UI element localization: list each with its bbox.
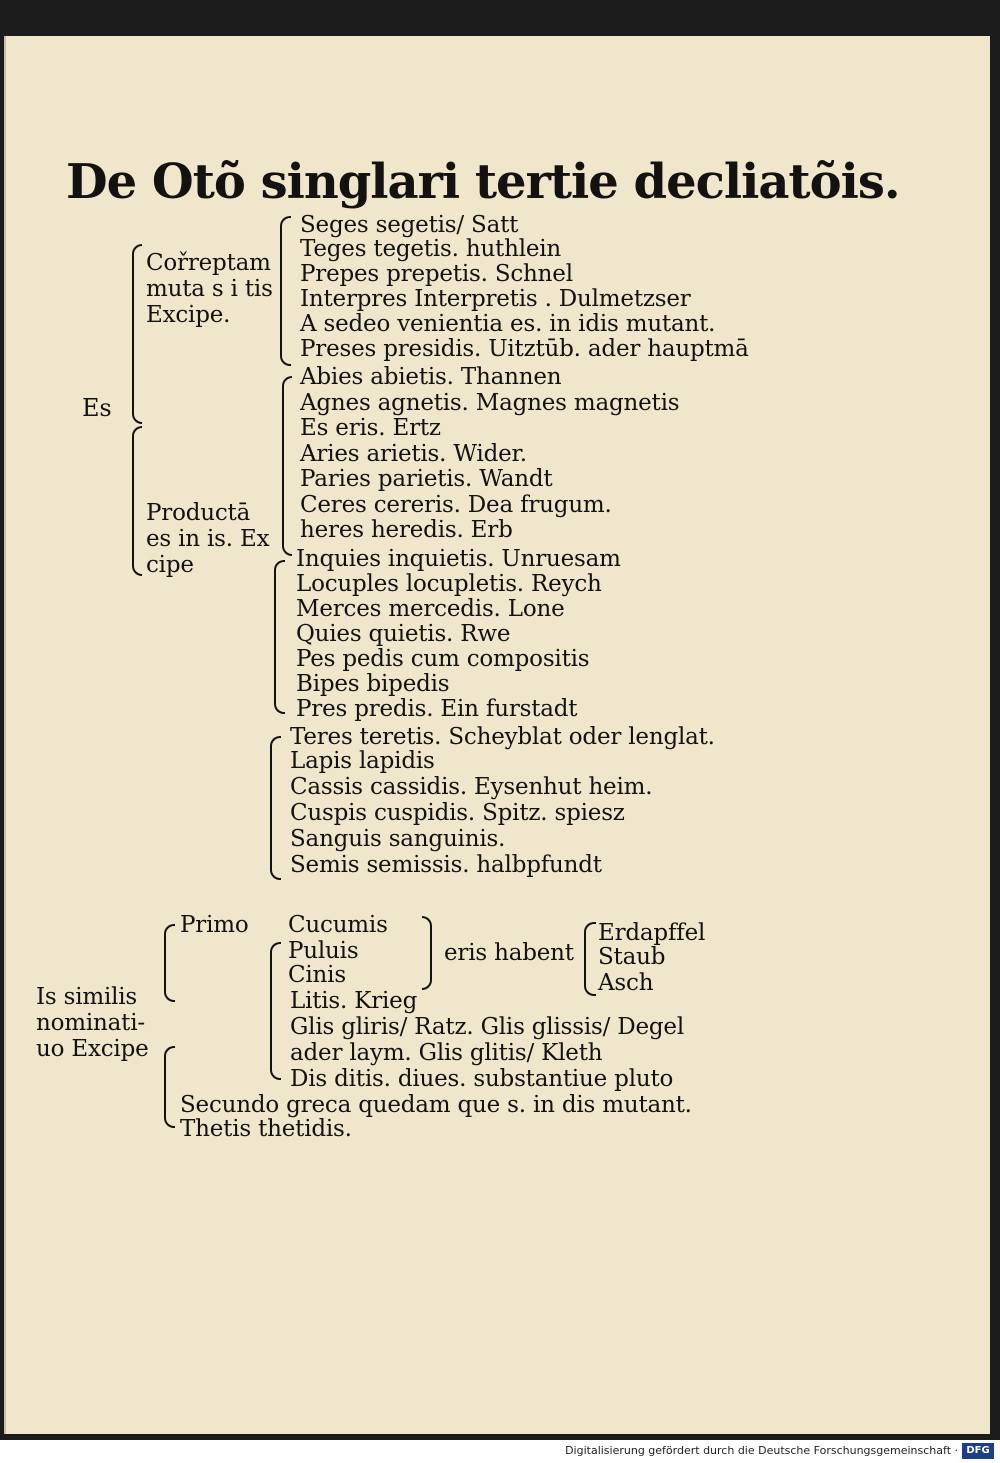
bracket-translations [584, 922, 596, 996]
producta-item: Ceres cereris. Dea frugum. [300, 492, 612, 518]
producta-item: Pes pedis cum compositis [296, 646, 590, 672]
is-label-1: Is similis [36, 984, 138, 1010]
footer-bar [0, 1440, 1000, 1463]
eris-habent: eris habent [444, 940, 574, 966]
extra-item: Teres teretis. Scheyblat oder lenglat. [290, 724, 715, 750]
producta-item: Locuples locupletis. Reych [296, 571, 602, 597]
bracket-es-lower [132, 426, 142, 576]
bracket-producta-items-a [282, 376, 292, 556]
extra-item: Sanguis sanguinis. [290, 826, 506, 852]
bracket-es-upper [132, 244, 142, 424]
bracket-extra-items [270, 736, 281, 880]
producta-item: Quies quietis. Rwe [296, 621, 511, 647]
correptam-label-3: Excipe. [146, 302, 231, 328]
other-item: Glis gliris/ Ratz. Glis glissis/ Degel [290, 1014, 684, 1040]
bracket-correptam-items [280, 216, 291, 366]
primo-word: Cinis [288, 962, 346, 988]
producta-item: Agnes agnetis. Magnes magnetis [300, 390, 680, 416]
producta-item: Abies abietis. Thannen [300, 364, 562, 390]
translation: Staub [598, 944, 666, 970]
correptam-item: Interpres Interpretis . Dulmetzser [300, 286, 691, 312]
is-label-3: uo Excipe [36, 1036, 149, 1062]
bracket-is-lower [164, 1046, 175, 1128]
producta-item: Es eris. Ertz [300, 415, 441, 441]
bracket-primo-words [422, 916, 432, 990]
dfg-logo: DFG [962, 1443, 994, 1459]
producta-item: Merces mercedis. Lone [296, 596, 565, 622]
producta-item: heres heredis. Erb [300, 517, 513, 543]
other-item: Litis. Krieg [290, 988, 418, 1014]
is-label-2: nominati- [36, 1010, 145, 1036]
producta-item: Pres predis. Ein furstadt [296, 696, 578, 722]
other-item: Dis ditis. diues. substantiue pluto [290, 1066, 674, 1092]
correptam-label-2: muta s i tis [146, 276, 273, 302]
correptam-item: Teges tegetis. huthlein [300, 236, 562, 262]
producta-label-1: Productā [146, 500, 251, 526]
extra-item: Semis semissis. halbpfundt [290, 852, 602, 878]
producta-item: Aries arietis. Wider. [300, 441, 527, 467]
footer-credit: Digitalisierung gefördert durch die Deutsche Forschungsgemeinschaft · [565, 1444, 958, 1457]
extra-item: Cuspis cuspidis. Spitz. spiesz [290, 800, 625, 826]
secundo-line: Secundo greca quedam que s. in dis mutant. [180, 1092, 692, 1118]
producta-item: Bipes bipedis [296, 671, 450, 697]
correptam-item: Seges segetis/ Satt [300, 212, 519, 238]
es-label: Es [82, 394, 112, 422]
primo-word: Puluis [288, 938, 359, 964]
translation: Asch [598, 970, 654, 996]
bracket-is-upper [164, 924, 175, 1002]
extra-item: Cassis cassidis. Eysenhut heim. [290, 774, 653, 800]
correptam-item: Prepes prepetis. Schnel [300, 261, 573, 287]
producta-label-2: es in is. Ex [146, 526, 270, 552]
producta-label-3: cipe [146, 552, 194, 578]
correptam-item: A sedeo venientia es. in idis mutant. [300, 311, 716, 337]
other-item: ader laym. Glis glitis/ Kleth [290, 1040, 603, 1066]
book-page [6, 36, 990, 1434]
translation: Erdapffel [598, 920, 706, 946]
extra-item: Lapis lapidis [290, 748, 435, 774]
producta-item: Inquies inquietis. Unruesam [296, 546, 621, 572]
primo-label: Primo [180, 912, 249, 938]
bracket-producta-items-b [274, 560, 285, 714]
thetis-line: Thetis thetidis. [180, 1116, 352, 1142]
bracket-other-items [270, 942, 281, 1080]
page-title: De Otõ singlari tertie decliatõis. [66, 154, 900, 210]
producta-item: Paries parietis. Wandt [300, 466, 553, 492]
primo-word: Cucumis [288, 912, 388, 938]
correptam-item: Preses presidis. Uitztūb. ader hauptmā [300, 336, 749, 362]
correptam-label-1: Cořreptam [146, 250, 271, 276]
